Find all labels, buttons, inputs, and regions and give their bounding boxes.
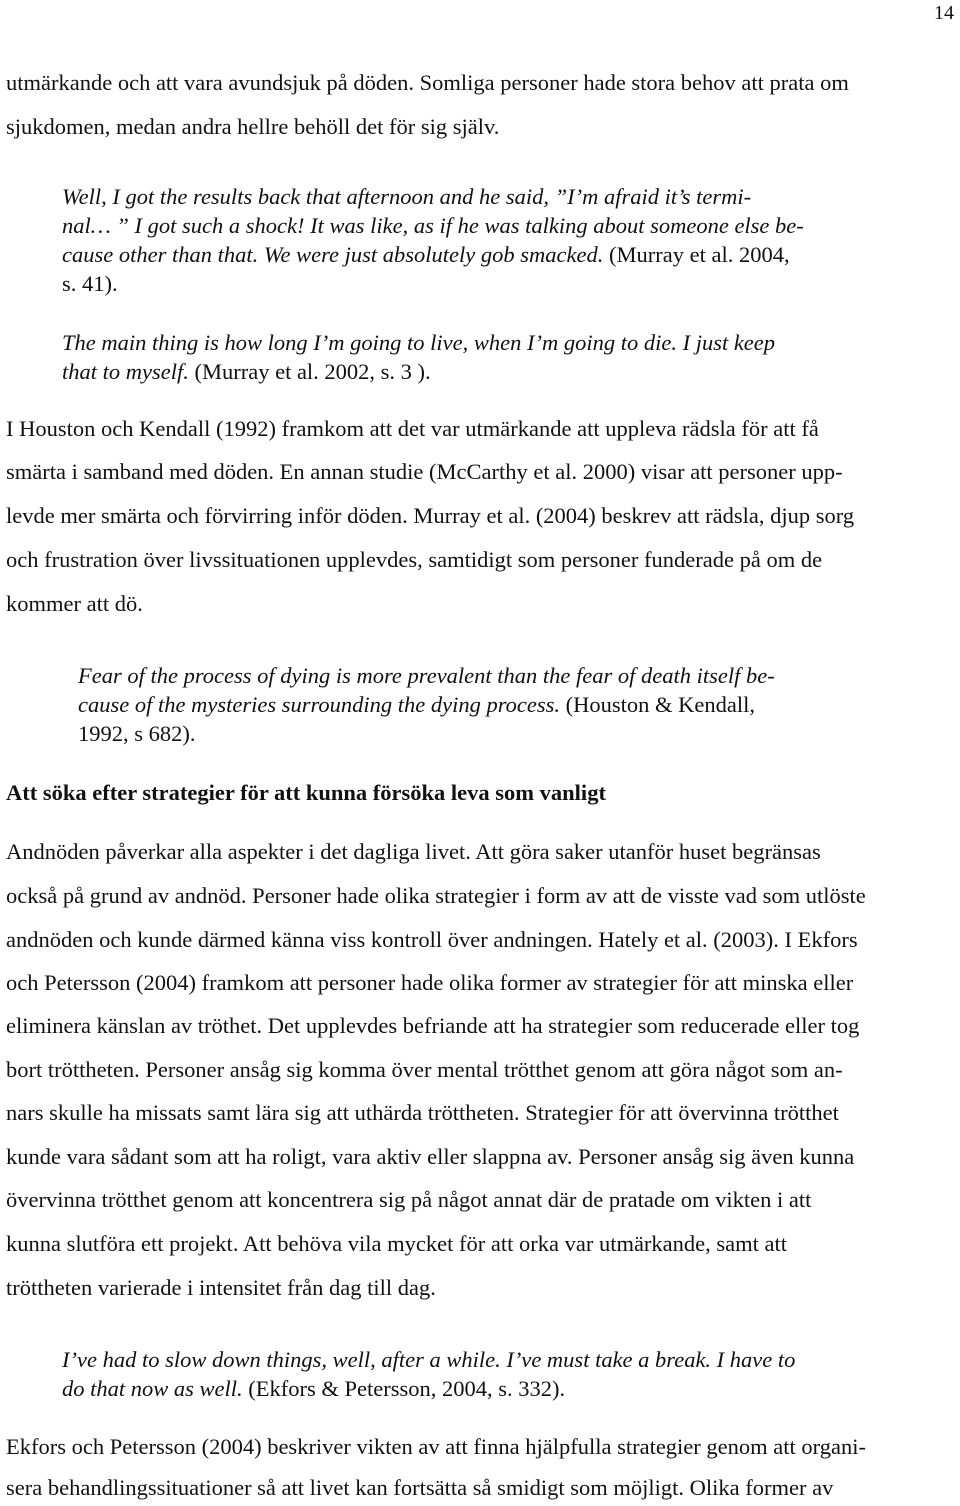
body-line: bort tröttheten. Personer ansåg sig komma över mental trötthet genom att göra något som an-	[6, 1057, 843, 1082]
quote-line: do that now as well. (Ekfors & Petersson, 2004, s. 332).	[62, 1376, 566, 1401]
body-line: sera behandlingssituationer så att livet kan fortsätta så smidigt som möjligt. Olika former av	[6, 1475, 834, 1500]
quote-line: nal… ” I got such a shock! It was like, as if he was talking about someone else be-	[62, 213, 804, 238]
body-line: Ekfors och Petersson (2004) beskriver vikten av att finna hjälpfulla strategier genom att organi-	[6, 1434, 866, 1459]
body-line: övervinna trötthet genom att koncentrera sig på något annat där de pratade om vikten i att	[6, 1187, 812, 1212]
body-line: utmärkande och att vara avundsjuk på döden. Somliga personer hade stora behov att prata om	[6, 70, 849, 95]
body-line: tröttheten varierade i intensitet från dag till dag.	[6, 1275, 436, 1300]
body-line: också på grund av andnöd. Personer hade olika strategier i form av att de visste vad som utlöste	[6, 883, 866, 908]
body-line: andnöden och kunde därmed känna viss kontroll över andningen. Hately et al. (2003). I Ekfors	[6, 927, 858, 952]
quote-line: cause of the mysteries surrounding the dying process. (Houston & Kendall,	[78, 692, 755, 717]
body-line: sjukdomen, medan andra hellre behöll det för sig själv.	[6, 114, 500, 139]
body-line: kunna slutföra ett projekt. Att behöva vila mycket för att orka var utmärkande, samt att	[6, 1231, 788, 1256]
quote-line: Well, I got the results back that afternoon and he said, ”I’m afraid it’s termi-	[62, 184, 752, 209]
body-line: Andnöden påverkar alla aspekter i det dagliga livet. Att göra saker utanför huset begränsas	[6, 839, 821, 864]
quote-line: that to myself. (Murray et al. 2002, s. 3 ).	[62, 359, 431, 384]
body-line: nars skulle ha missats samt lära sig att uthärda tröttheten. Strategier för att övervinna trötthet	[6, 1100, 839, 1125]
body-line: I Houston och Kendall (1992) framkom att det var utmärkande att uppleva rädsla för att få	[6, 416, 819, 441]
quote-line: Fear of the process of dying is more prevalent than the fear of death itself be-	[78, 663, 775, 688]
body-line: levde mer smärta och förvirring inför döden. Murray et al. (2004) beskrev att rädsla, djup sorg	[6, 503, 855, 528]
section-heading: Att söka efter strategier för att kunna försöka leva som vanligt	[6, 780, 606, 805]
body-line: och frustration över livssituationen upplevdes, samtidigt som personer funderade på om de	[6, 547, 823, 572]
body-line: kommer att dö.	[6, 591, 143, 616]
body-line: och Petersson (2004) framkom att personer hade olika former av strategier för att minska eller	[6, 970, 854, 995]
page-number: 14	[934, 2, 954, 24]
body-line: smärta i samband med döden. En annan studie (McCarthy et al. 2000) visar att personer upp-	[6, 459, 843, 484]
quote-line: I’ve had to slow down things, well, after a while. I’ve must take a break. I have to	[62, 1347, 796, 1372]
quote-line: The main thing is how long I’m going to live, when I’m going to die. I just keep	[62, 330, 776, 355]
body-line: eliminera känslan av tröthet. Det upplevdes befriande att ha strategier som reducerade eller tog	[6, 1013, 860, 1038]
quote-line: s. 41).	[62, 271, 118, 296]
quote-line: 1992, s 682).	[78, 721, 196, 746]
body-line: kunde vara sådant som att ha roligt, vara aktiv eller slappna av. Personer ansåg sig även kunna	[6, 1144, 855, 1169]
quote-line: cause other than that. We were just absolutely gob smacked. (Murray et al. 2004,	[62, 242, 790, 267]
